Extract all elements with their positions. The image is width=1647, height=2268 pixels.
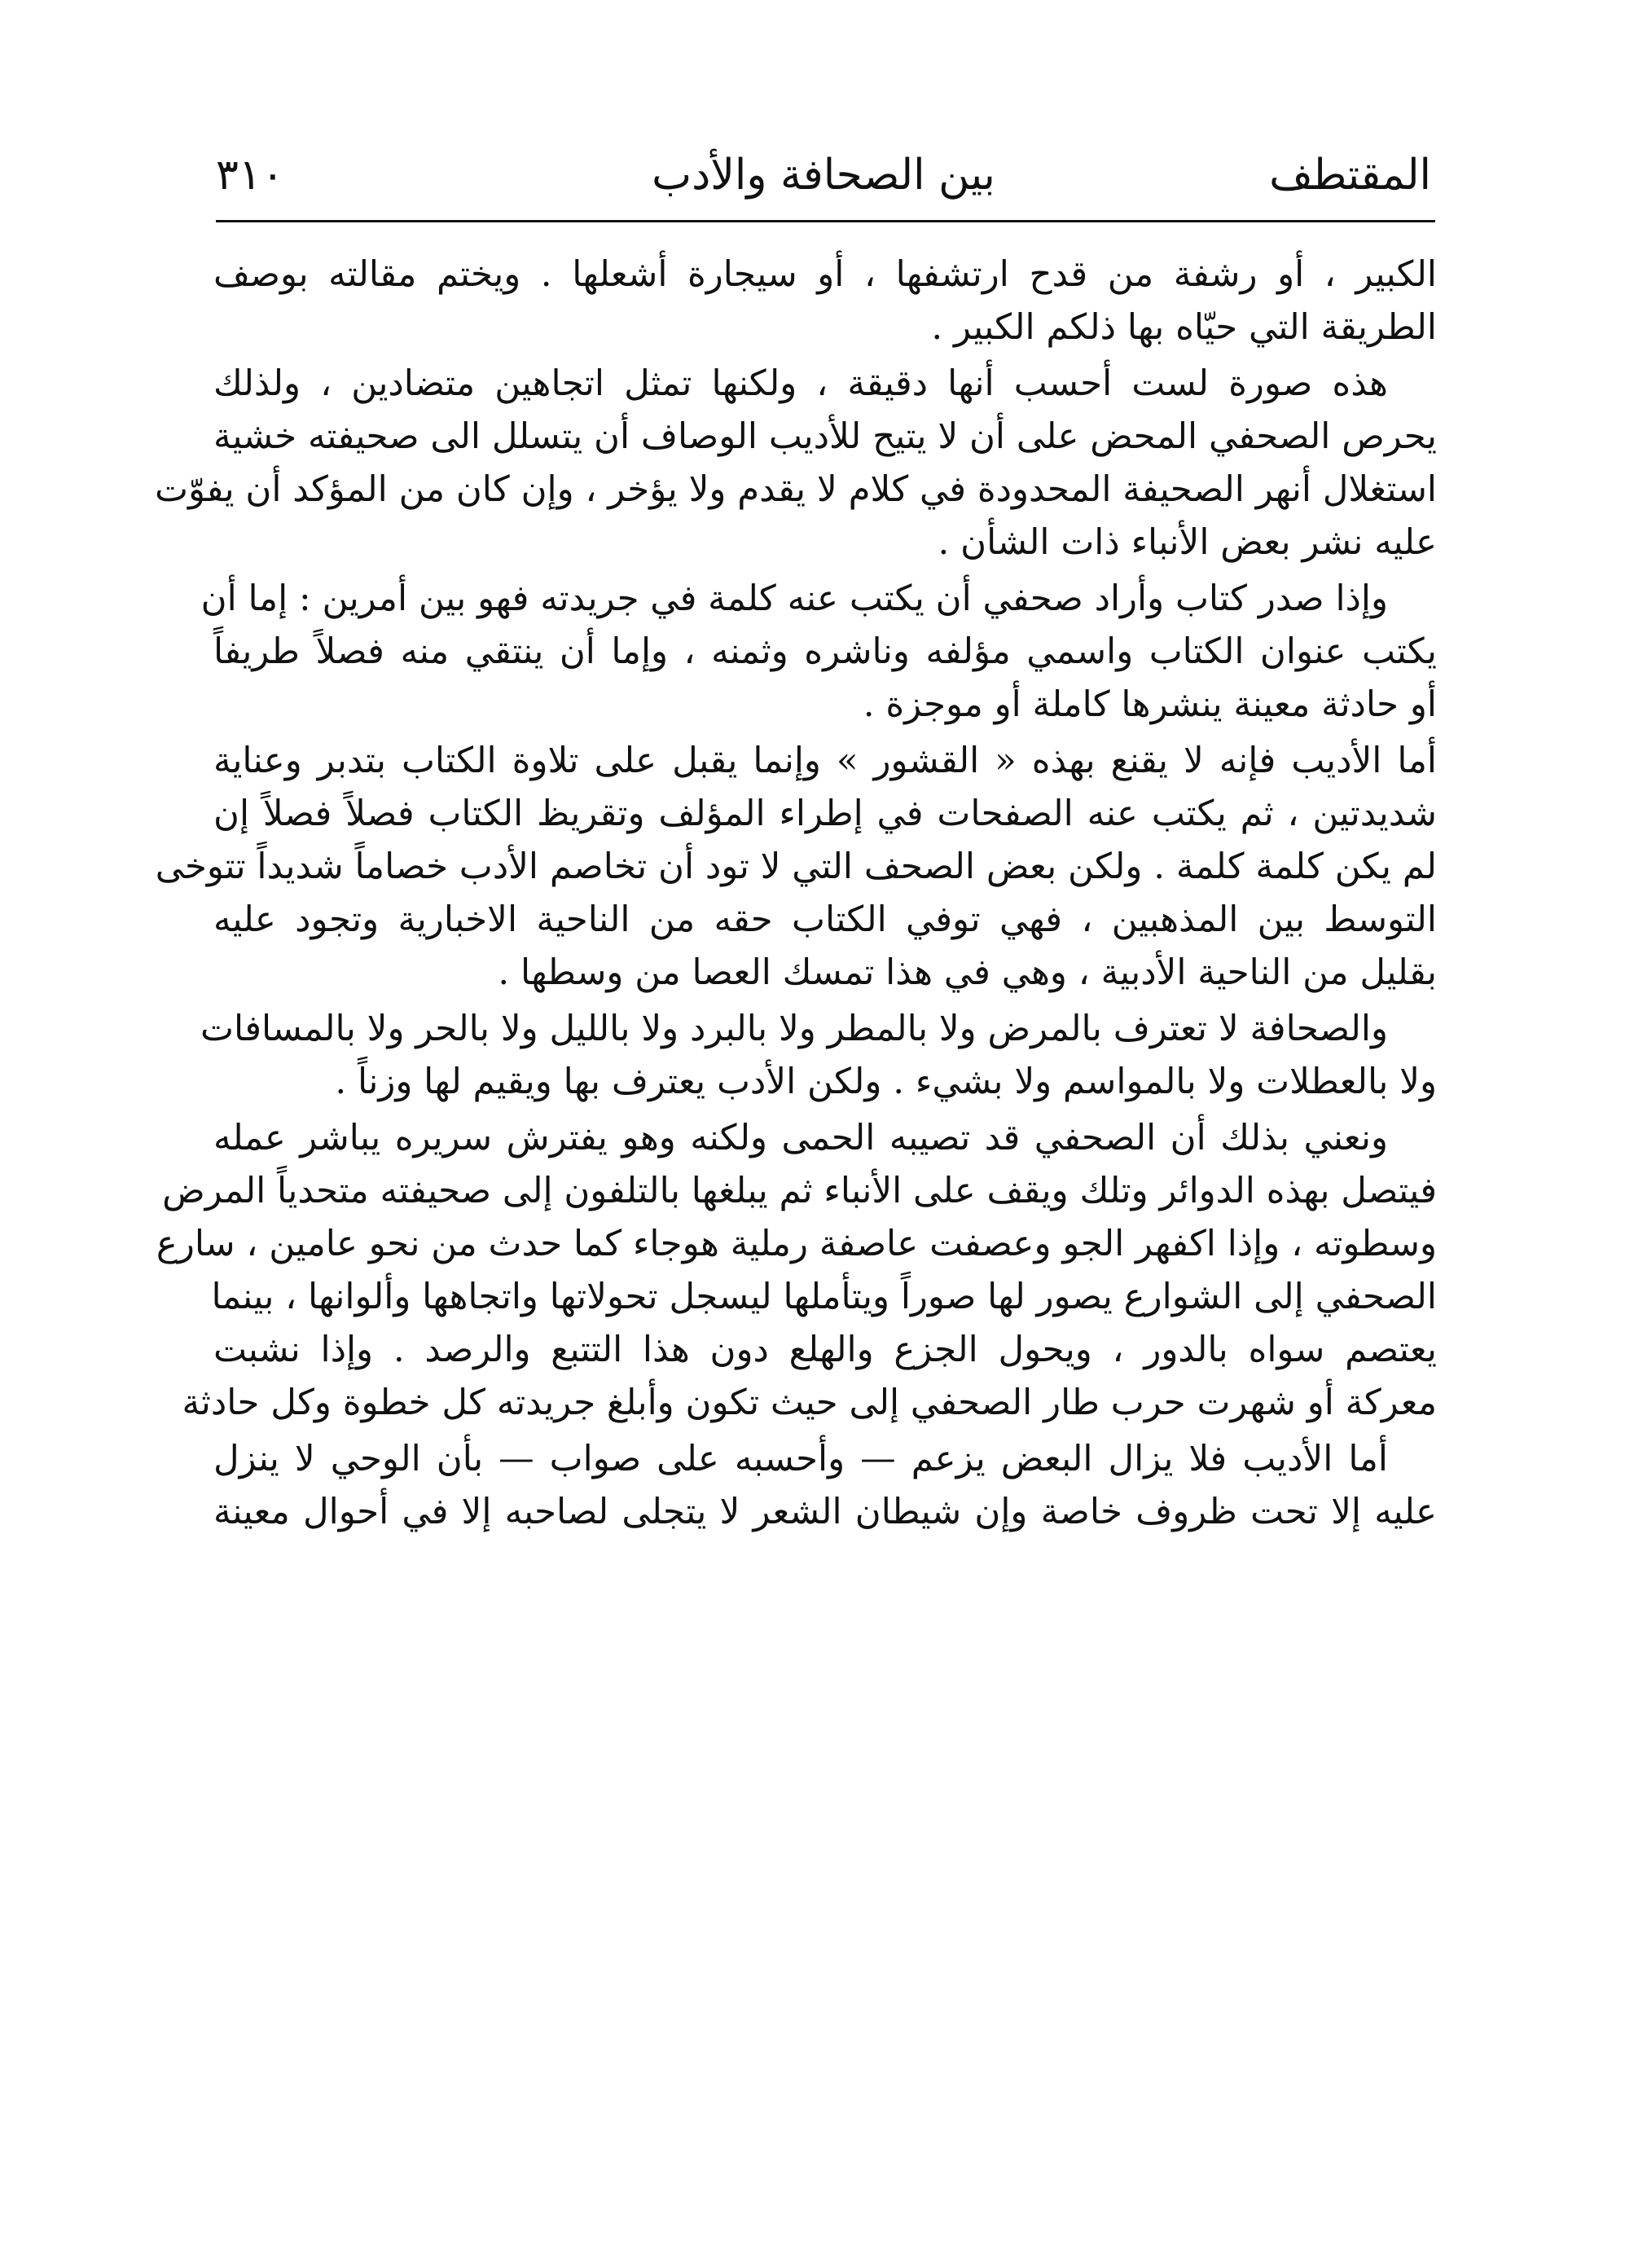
text-line: يحرص الصحفي المحض على أن لا يتيح للأديب الوصاف أن يتسلل الى صحيفته خشية <box>213 416 1437 457</box>
paragraph-2 <box>155 358 1437 569</box>
paragraph-1 <box>213 248 1437 354</box>
running-title: بين الصحافة والأدب <box>652 151 995 200</box>
text-line: أما الأديب فإنه لا يقنع بهذه « القشور » وإنما يقبل على تلاوة الكتاب بتدبر وعناية <box>213 741 1437 781</box>
text-line: وإذا صدر كتاب وأراد صحفي أن يكتب عنه كلمة في جريدته فهو بين أمرين : إما أن <box>200 578 1388 619</box>
text-line: ولا بالعطلات ولا بالمواسم ولا بشيء . ولكن الأدب يعترف بها ويقيم لها وزناً . <box>335 1061 1437 1102</box>
paragraph-7 <box>213 1433 1437 1539</box>
text-line: الطريقة التي حيّاه بها ذلكم الكبير . <box>931 307 1437 348</box>
text-line: التوسط بين المذهبين ، فهي توفي الكتاب حقه من الناحية الاخبارية وتجود عليه <box>213 899 1437 940</box>
text-line: هذه صورة لست أحسب أنها دقيقة ، ولكنها تمثل اتجاهين متضادين ، ولذلك <box>213 363 1388 404</box>
page-number: ٣١٠ <box>216 151 284 200</box>
text-line: أو حادثة معينة ينشرها كاملة أو موجزة . <box>863 684 1437 725</box>
text-line: استغلال أنهر الصحيفة المحدودة في كلام لا يقدم ولا يؤخر ، وإن كان من المؤكد أن يفوّت <box>155 469 1437 510</box>
text-line: عليه إلا تحت ظروف خاصة وإن شيطان الشعر لا يتجلى لصاحبه إلا في أحوال معينة <box>213 1492 1437 1532</box>
text-line: أما الأديب فلا يزال البعض يزعم — وأحسبه على صواب — بأن الوحي لا ينزل <box>213 1439 1388 1479</box>
text-line: بقليل من الناحية الأدبية ، وهي في هذا تمسك العصا من وسطها . <box>498 952 1437 993</box>
text-line: شديدتين ، ثم يكتب عنه الصفحات في إطراء المؤلف وتقريظ الكتاب فصلاً فصلاً إن <box>213 793 1437 834</box>
text-line: يكتب عنوان الكتاب واسمي مؤلفه وناشره وثمنه ، وإما أن ينتقي منه فصلاً طريفاً <box>213 631 1437 672</box>
page-header <box>216 143 1431 208</box>
text-line: وسطوته ، وإذا اكفهر الجو وعصفت عاصفة رملية هوجاء كما حدث من نحو عامين ، سارع <box>156 1224 1437 1264</box>
text-line: لم يكن كلمة كلمة . ولكن بعض الصحف التي لا تود أن تخاصم الأدب خصاماً شديداً تتوخى <box>155 846 1437 887</box>
paragraph-3 <box>200 573 1437 732</box>
text-line: الكبير ، أو رشفة من قدح ارتشفها ، أو سيجارة أشعلها . ويختم مقالته بوصف <box>213 254 1437 295</box>
text-line: معركة أو شهرت حرب طار الصحفي إلى حيث تكون وأبلغ جريدته كل خطوة وكل حادثة <box>182 1382 1437 1423</box>
text-line: ونعني بذلك أن الصحفي قد تصيبه الحمى ولكنه وهو يفترش سريره يباشر عمله <box>213 1118 1388 1158</box>
paragraph-5 <box>200 1003 1437 1109</box>
text-line: فيتصل بهذه الدوائر وتلك ويقف على الأنباء ثم يبلغها بالتلفون إلى صحيفته متحدياً المرض <box>162 1171 1437 1211</box>
text-line: والصحافة لا تعترف بالمرض ولا بالمطر ولا بالبرد ولا بالليل ولا بالحر ولا بالمسافات <box>200 1009 1388 1049</box>
paragraph-6 <box>156 1112 1437 1430</box>
body-text <box>155 248 1437 1542</box>
paragraph-4 <box>155 735 1437 1000</box>
header-divider <box>216 220 1435 222</box>
journal-name: المقتطف <box>1269 151 1431 200</box>
text-line: الصحفي إلى الشوارع يصور لها صوراً ويتأملها ليسجل تحولاتها واتجاهها وألوانها ، بينما <box>211 1277 1437 1317</box>
text-line: عليه نشر بعض الأنباء ذات الشأن . <box>938 522 1437 563</box>
text-line: يعتصم سواه بالدور ، ويحول الجزع والهلع دون هذا التتبع والرصد . وإذا نشبت <box>213 1330 1437 1370</box>
